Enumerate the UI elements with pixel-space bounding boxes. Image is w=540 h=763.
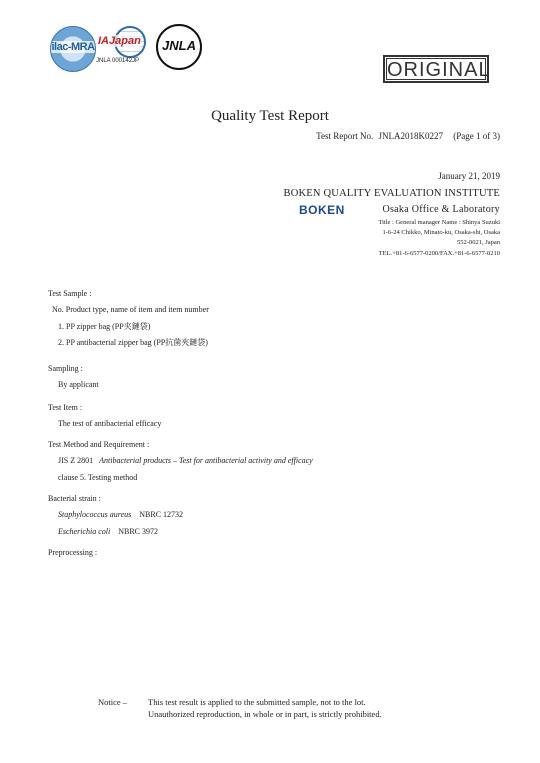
- test-method-standard-title: Antibacterial products – Test for antibacterial activity and efficacy: [99, 456, 313, 465]
- report-title: Quality Test Report: [211, 108, 329, 124]
- preprocessing-label: Preprocessing :: [48, 548, 98, 557]
- page-indicator: (Page 1 of 3): [453, 131, 500, 141]
- bacterial-strain-label: Bacterial strain :: [48, 494, 101, 503]
- bacterial-strain-1: [58, 510, 183, 519]
- tel-fax-line: TEL.+81-6-6577-0200/FAX.+81-6-6577-0210: [378, 250, 500, 257]
- sampling-label: Sampling :: [48, 364, 83, 373]
- notice-line-2: Unauthorized reproduction, in whole or in part, is strictly prohibited.: [148, 709, 382, 719]
- notice-label: Notice –: [98, 697, 128, 707]
- test-method-standard-line: [58, 456, 313, 465]
- report-number-line: [313, 131, 500, 141]
- ia-japan-logo: [96, 26, 148, 64]
- test-sample-header: No. Product type, name of item and item number: [52, 305, 209, 314]
- jnla-logo: [156, 24, 202, 70]
- ilac-logo-text: ilac-MRA: [50, 41, 96, 53]
- jnla-logo-text: JNLA: [162, 38, 196, 53]
- test-sample-item-2: 2. PP antibacterial zipper bag (PP抗菌夾鏈袋): [58, 338, 208, 347]
- address-line-2: 552-0021, Japan: [457, 239, 500, 246]
- test-sample-item-1: 1. PP zipper bag (PP夹鏈袋): [58, 322, 151, 331]
- bacterial-strain-2: [58, 527, 158, 536]
- ia-japan-registration: JNLA 000142JP: [96, 58, 140, 64]
- test-item-value: The test of antibacterial efficacy: [58, 419, 162, 428]
- report-number-label: Test Report No.: [316, 131, 374, 141]
- bacterial-strain-1-name: Staphylococcus aureus: [58, 510, 132, 519]
- notice-line-1: This test result is applied to the submitted sample, not to the lot.: [148, 697, 366, 707]
- report-date: January 21, 2019: [438, 171, 500, 181]
- test-item-label: Test Item :: [48, 403, 83, 412]
- test-sample-label: Test Sample :: [48, 289, 92, 298]
- test-method-clause: clause 5. Testing method: [58, 473, 138, 482]
- institute-name: BOKEN QUALITY EVALUATION INSTITUTE: [283, 188, 500, 199]
- office-name: Osaka Office & Laboratory: [382, 204, 500, 215]
- test-method-label: Test Method and Requirement :: [48, 440, 150, 449]
- sampling-value: By applicant: [58, 380, 99, 389]
- ia-japan-logo-text: IAJapan: [98, 35, 141, 47]
- signatory-line: Title : General manager Name : Shinya Suzuki: [378, 219, 500, 226]
- original-stamp: [383, 55, 489, 83]
- bacterial-strain-2-name: Escherichia coli: [58, 527, 111, 536]
- test-method-standard: JIS Z 2801: [58, 456, 94, 465]
- original-stamp-text: ORIGINAL: [387, 59, 491, 81]
- boken-logo: BOKEN: [299, 203, 345, 217]
- address-line-1: 1-6-24 Chikko, Minato-ku, Osaka-shi, Osaka: [382, 229, 500, 236]
- report-number: JNLA2018K0227: [378, 131, 443, 141]
- bacterial-strain-2-code: NBRC 3972: [118, 527, 159, 536]
- bacterial-strain-1-code: NBRC 12732: [139, 510, 184, 519]
- ilac-mra-logo: [50, 26, 96, 72]
